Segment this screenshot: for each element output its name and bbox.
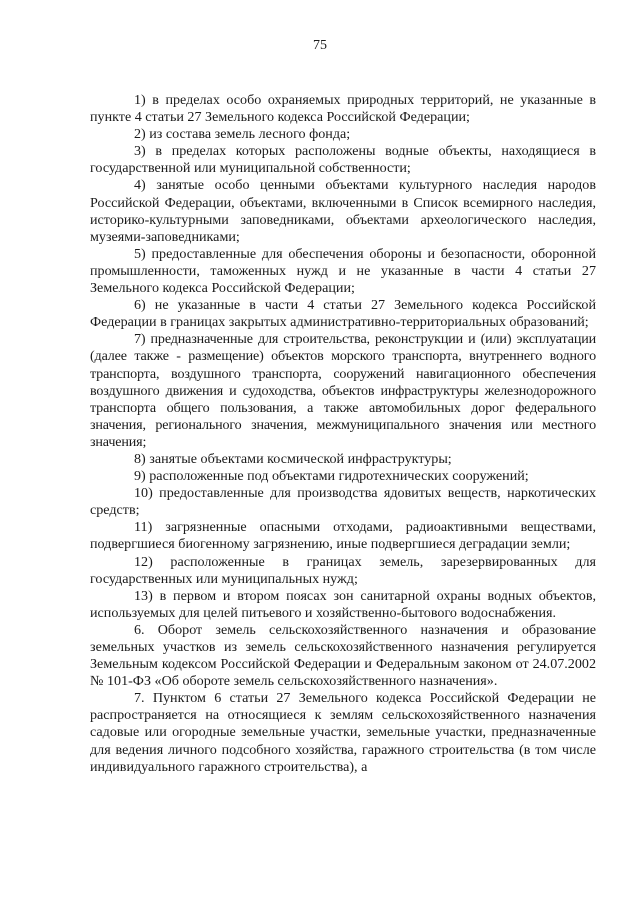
paragraph-item-5: 5) предоставленные для обеспечения обороны и безопасности, оборонной промышленности, таможенных нужд и не указанные в части 4 статьи 27 Земельного кодекса Российской Федерации; [90, 245, 596, 297]
paragraph-item-13: 13) в первом и втором поясах зон санитарной охраны водных объектов, используемых для целей питьевого и хозяйственно-бытового водоснабжения. [90, 587, 596, 621]
paragraph-item-11: 11) загрязненные опасными отходами, радиоактивными веществами, подвергшиеся биогенному загрязнению, иные подвергшиеся деградации земли; [90, 519, 596, 553]
document-body [90, 92, 596, 776]
paragraph-item-7: 7) предназначенные для строительства, реконструкции и (или) эксплуатации (далее также - размещение) объектов морского транспорта, внутреннего водного транспорта, воздушного транспорта, сооружений навигационного обеспечения воздушного движения и судоходства, объектов инфраструктуры железнодорожного транспорта общего пользования, а также автомобильных дорог федерального значения, регионального значения, межмуниципального значения или местного значения; [90, 331, 596, 450]
paragraph-item-2: 2) из состава земель лесного фонда; [134, 126, 351, 143]
paragraph-item-10: 10) предоставленные для производства ядовитых веществ, наркотических средств; [90, 485, 596, 519]
paragraph-item-3: 3) в пределах которых расположены водные объекты, находящиеся в государственной или муниципальной собственности; [90, 143, 596, 177]
paragraph-item-8: 8) занятые объектами космической инфраструктуры; [134, 450, 452, 467]
paragraph-item-12: 12) расположенные в границах земель, зарезервированных для государственных или муниципальных нужд; [90, 553, 596, 587]
paragraph-item-9: 9) расположенные под объектами гидротехнических сооружений; [134, 468, 529, 485]
paragraph-item-4: 4) занятые особо ценными объектами культурного наследия народов Российской Федерации, объектами, включенными в Список всемирного наследия, историко-культурными заповедниками, объектами археологического наследия, музеями-заповедниками; [90, 177, 596, 245]
paragraph-item-6: 6) не указанные в части 4 статьи 27 Земельного кодекса Российской Федерации в границах закрытых административно-территориальных образований; [90, 297, 596, 331]
page-number: 75 [313, 38, 327, 53]
paragraph-section-6: 6. Оборот земель сельскохозяйственного назначения и образование земельных участков из земель сельскохозяйственного назначения регулируется Земельным кодексом Российской Федерации и Федеральным законом от 24.07.2002 № 101-ФЗ «Об обороте земель сельскохозяйственного назначения». [90, 621, 596, 690]
paragraph-section-7: 7. Пунктом 6 статьи 27 Земельного кодекса Российской Федерации не распространяется на относящиеся к землям сельскохозяйственного назначения садовые или огородные земельные участки, земельные участки, предназначенные для ведения личного подсобного хозяйства, гаражного строительства (в том числе индивидуального гаражного строительства), а [90, 690, 596, 775]
paragraph-item-1: 1) в пределах особо охраняемых природных территорий, не указанные в пункте 4 статьи 27 Земельного кодекса Российской Федерации; [90, 92, 596, 126]
